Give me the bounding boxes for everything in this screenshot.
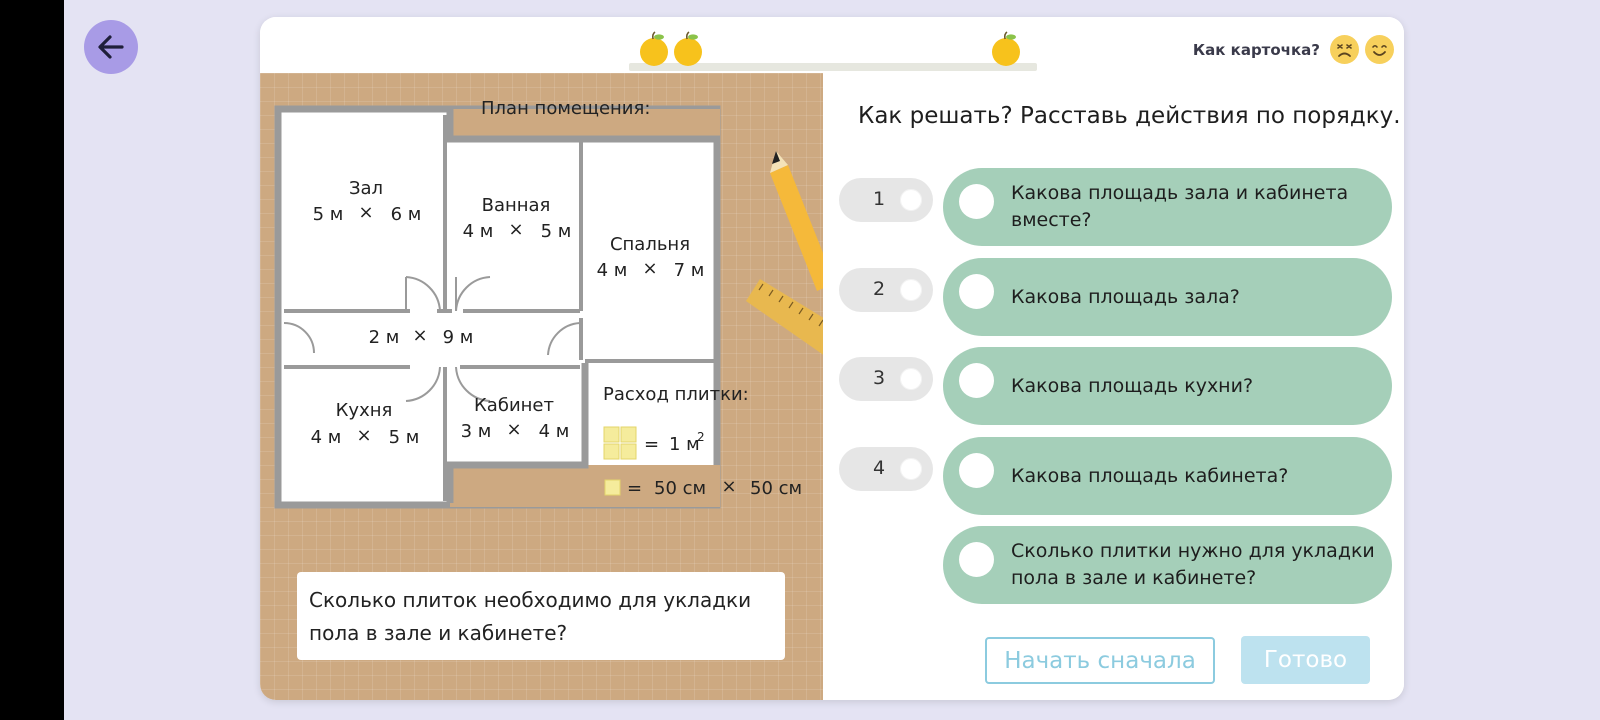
ruler-icon [746, 279, 823, 363]
option-cabinet-area[interactable] [943, 437, 1392, 515]
option-label: Какова площадь зала и кабинета вместе? [1011, 182, 1349, 231]
tiles-eq2: = [627, 478, 643, 499]
option-combined-area[interactable] [943, 168, 1392, 246]
top-bar [260, 17, 1404, 73]
room-hall-x: × [358, 202, 374, 223]
option-label: Какова площадь кухни? [1011, 374, 1254, 397]
corridor-w: 2 м [368, 327, 400, 348]
slot-drop-target[interactable] [895, 184, 927, 216]
room-kitchen-x: × [356, 425, 372, 446]
tiles-title: Расход плитки: [603, 384, 749, 405]
room-hall-name: Зал [348, 178, 384, 199]
tiles-eq2-b: 50 см [750, 478, 803, 499]
room-bedroom-name: Спальня [609, 234, 691, 255]
option-hall-area[interactable] [943, 258, 1392, 336]
option-label: Какова площадь кабинета? [1011, 464, 1289, 487]
slot-drop-target[interactable] [895, 274, 927, 306]
slot-number: 4 [873, 457, 886, 479]
order-slot-1[interactable] [839, 178, 933, 222]
corridor-x: × [412, 325, 428, 346]
option-handle[interactable] [959, 542, 994, 577]
room-hall-h: 6 м [390, 204, 422, 225]
room-bedroom-w: 4 м [596, 260, 628, 281]
room-bath-h: 5 м [540, 221, 572, 242]
tiles-eq2-x: × [721, 476, 737, 497]
card-feedback [1193, 35, 1394, 64]
restart-button[interactable]: Начать сначала [985, 637, 1215, 684]
back-button[interactable] [84, 20, 138, 74]
room-kitchen-h: 5 м [388, 427, 420, 448]
orange-icon [672, 31, 704, 67]
left-system-bar [0, 0, 64, 720]
room-cabinet-name: Кабинет [474, 395, 554, 416]
tiles-eq1-sup: 2 [697, 430, 705, 444]
slot-drop-target[interactable] [895, 363, 927, 395]
option-label: Сколько плитки нужно для укладки пола в зале и кабинете? [1011, 540, 1375, 589]
order-slot-2[interactable] [839, 268, 933, 312]
tiles-eq2-a: 50 см [654, 478, 707, 499]
ordering-panel [823, 73, 1404, 700]
pencil-icon [770, 151, 823, 291]
room-hall-w: 5 м [312, 204, 344, 225]
task-card [260, 17, 1404, 700]
question-text: Сколько плиток необходимо для укладки пола в зале и кабинете? [297, 572, 785, 660]
corridor-h: 9 м [442, 327, 474, 348]
tiles-eq1: = [644, 434, 660, 455]
floor-plan-panel [260, 73, 823, 700]
option-handle[interactable] [959, 453, 994, 488]
room-cabinet-w: 3 м [460, 421, 492, 442]
feedback-label: Как карточка? [1192, 40, 1320, 59]
happy-face-button[interactable] [1365, 35, 1394, 64]
option-handle[interactable] [959, 363, 994, 398]
arrow-left-icon [95, 31, 127, 63]
room-bath-name: Ванная [481, 195, 551, 216]
room-cabinet-x: × [506, 419, 522, 440]
happy-face-icon [1365, 35, 1394, 64]
slot-number: 1 [873, 188, 886, 210]
done-button[interactable]: Готово [1241, 636, 1370, 684]
option-label: Какова площадь зала? [1011, 285, 1240, 308]
slot-number: 2 [873, 278, 886, 300]
room-bedroom-h: 7 м [673, 260, 705, 281]
slot-drop-target[interactable] [895, 453, 927, 485]
option-handle[interactable] [959, 274, 994, 309]
room-bedroom-x: × [642, 258, 658, 279]
tiles-eq1-value: 1 м [669, 434, 700, 455]
tile-small-icon [605, 480, 620, 495]
option-tile-count[interactable] [943, 526, 1392, 604]
orange-icon [990, 31, 1022, 67]
room-bath-w: 4 м [462, 221, 494, 242]
sad-face-icon [1330, 35, 1359, 64]
option-kitchen-area[interactable] [943, 347, 1392, 425]
orange-icon [638, 31, 670, 67]
order-slot-4[interactable] [839, 447, 933, 491]
task-title: Как решать? Расставь действия по порядку. [858, 103, 1401, 129]
room-cabinet-h: 4 м [538, 421, 570, 442]
sad-face-button[interactable] [1330, 35, 1359, 64]
slot-number: 3 [873, 367, 886, 389]
room-bath-x: × [508, 219, 524, 240]
option-handle[interactable] [959, 184, 994, 219]
order-slot-3[interactable] [839, 357, 933, 401]
room-kitchen-name: Кухня [335, 400, 393, 421]
room-kitchen-w: 4 м [310, 427, 342, 448]
plan-title: План помещения: [481, 98, 651, 119]
